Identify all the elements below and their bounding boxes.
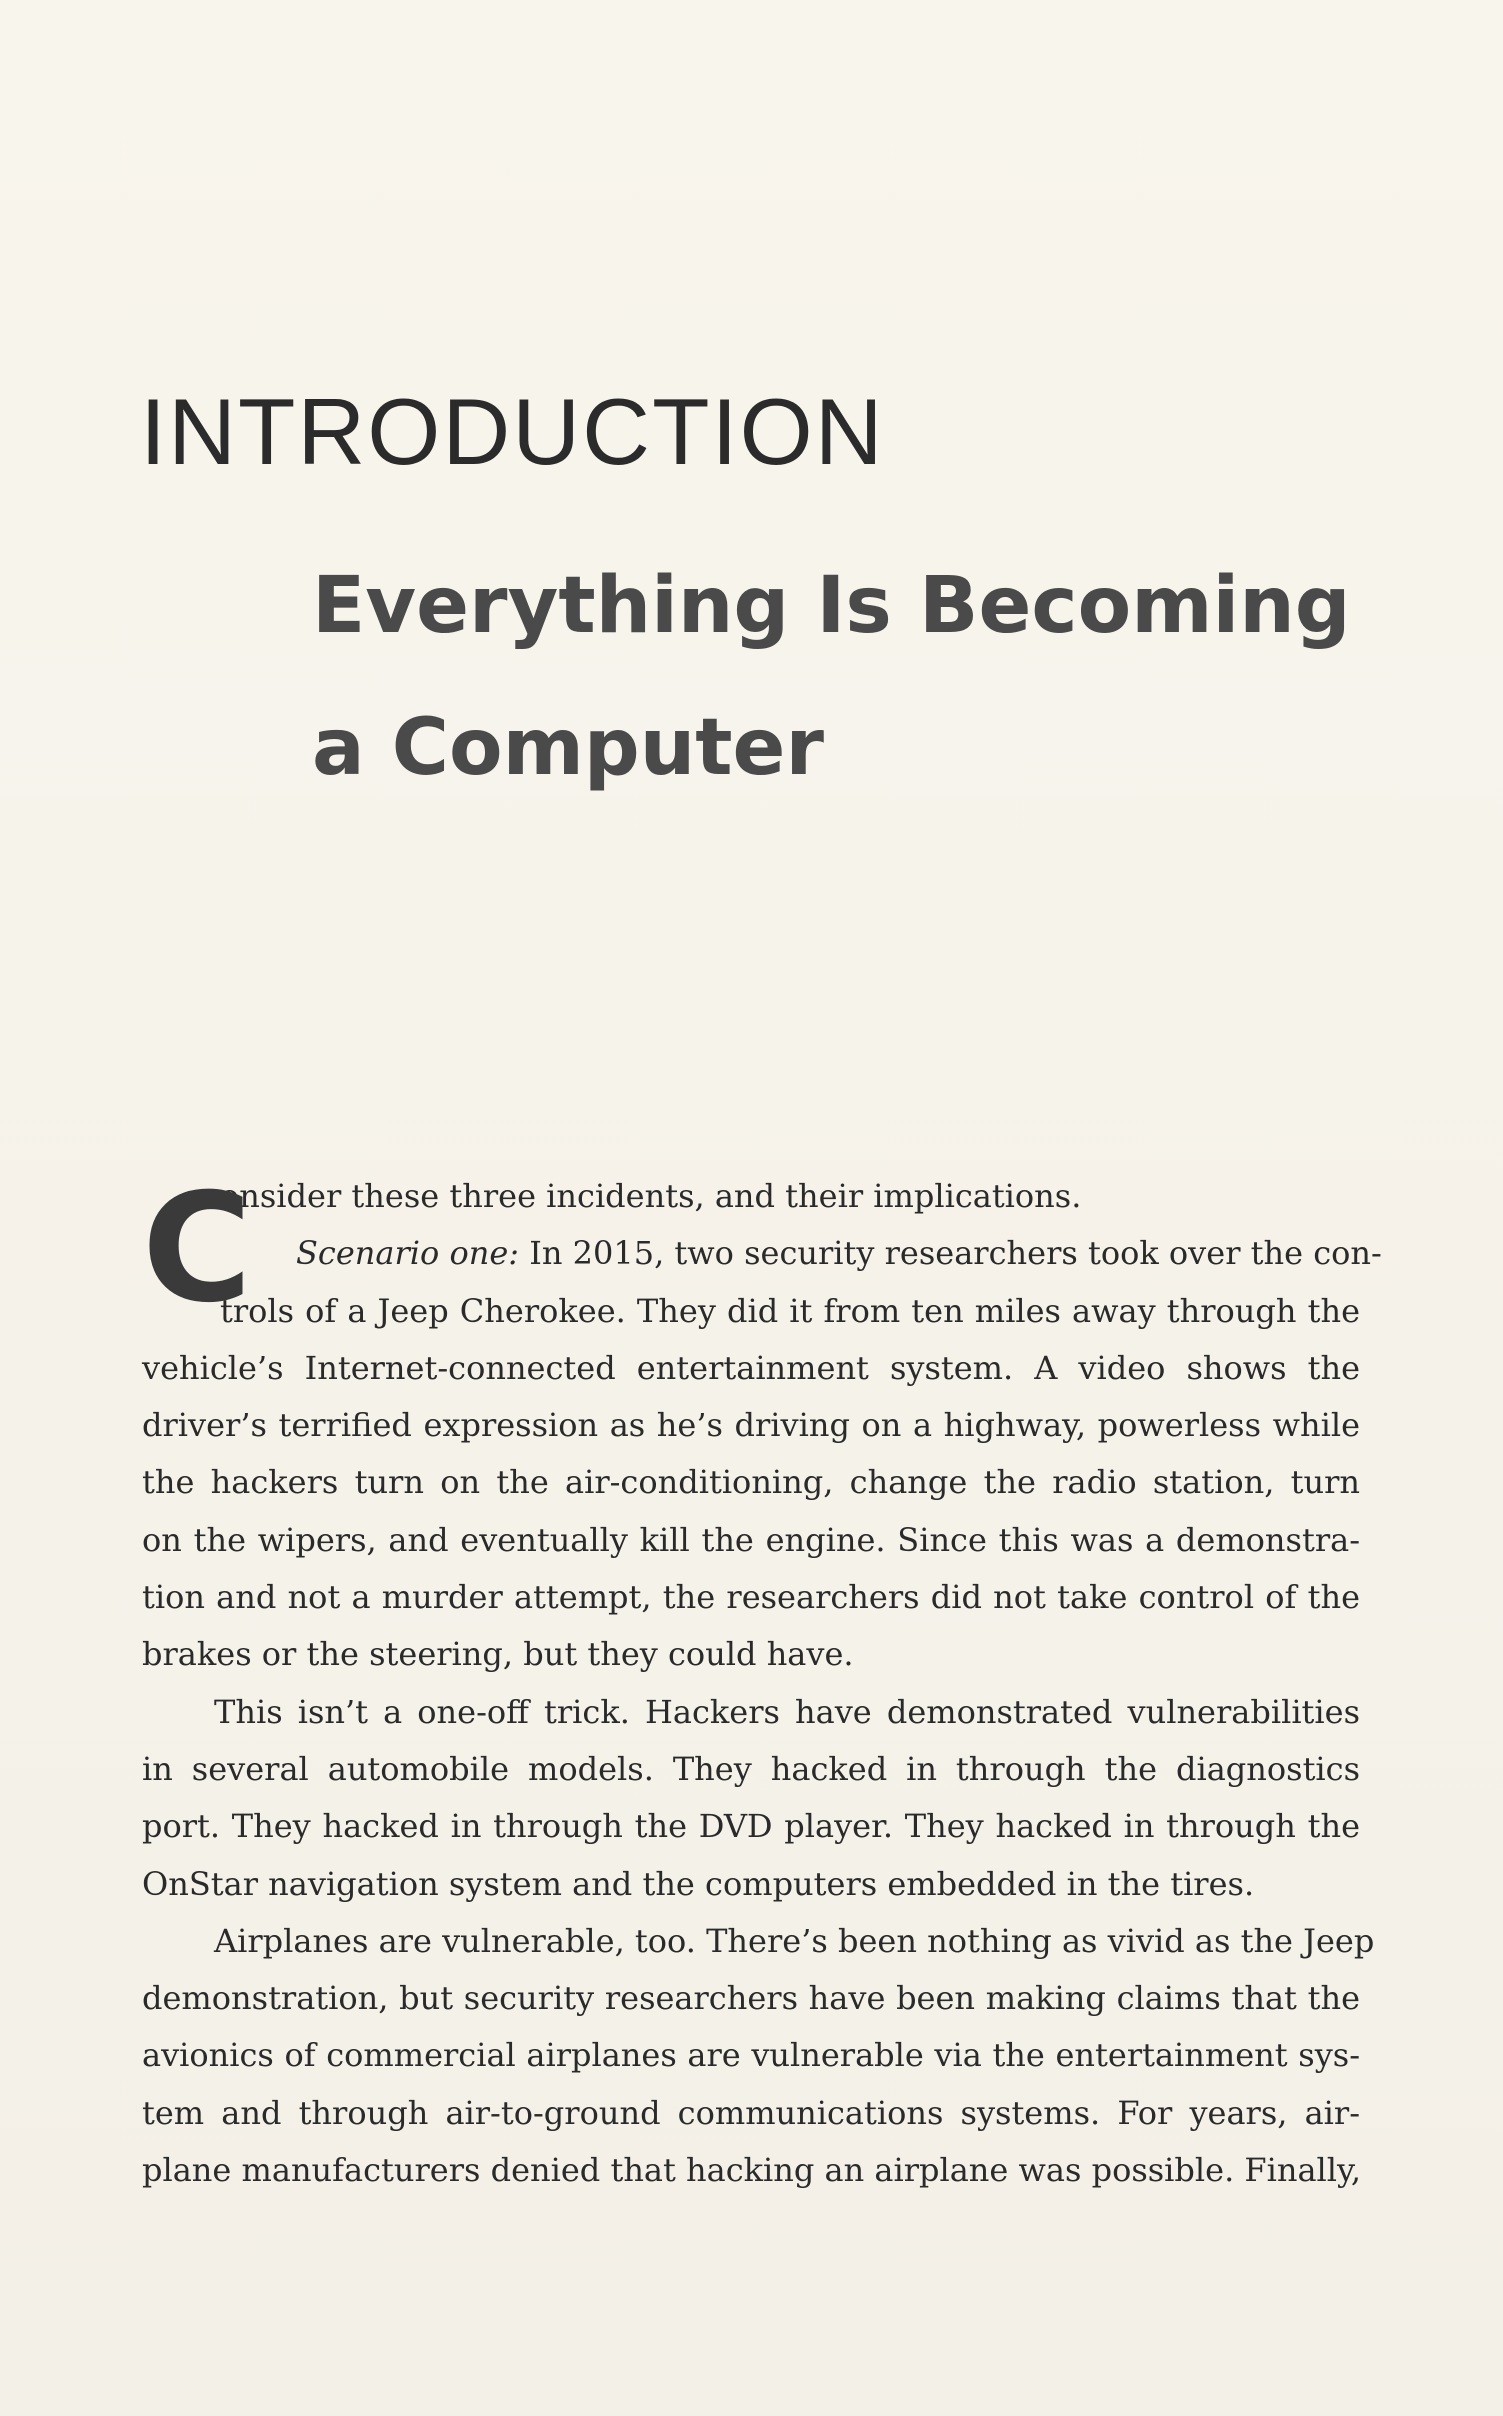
paragraph-1 [142, 1162, 1382, 1684]
body-text [142, 1162, 1382, 2199]
text-line: plane manufacturers denied that hacking an airplane was possible. Finally, [142, 2151, 1361, 2190]
text-span: In 2015, two security researchers took over the con- [519, 1234, 1382, 1273]
text-line: port. They hacked in through the DVD player. They hacked in through the [142, 1807, 1360, 1846]
text-line: tem and through air-to-ground communications systems. For years, air- [142, 2093, 1360, 2132]
text-line: driver’s terrified expression as he’s driving on a highway, powerless while [142, 1406, 1360, 1445]
show-through-text [760, 70, 1280, 110]
chapter-title-line-1: Everything Is Becoming [312, 561, 1351, 651]
text-line: demonstration, but security researchers have been making claims that the [142, 1979, 1360, 2018]
text-line: brakes or the steering, but they could have. [142, 1635, 854, 1674]
text-line: This isn’t a one-off trick. Hackers have demonstrated vulnerabilities [214, 1692, 1360, 1731]
scenario-label: Scenario one: [296, 1234, 520, 1273]
chapter-title-line-2: a Computer [312, 703, 824, 793]
text-line: vehicle’s Internet-connected entertainment system. A video shows the [142, 1348, 1360, 1387]
chapter-label: INTRODUCTION [140, 379, 885, 484]
text-line: avionics of commercial airplanes are vulnerable via the entertainment sys- [142, 2036, 1360, 2075]
text-line: on the wipers, and eventually kill the engine. Since this was a demonstra- [142, 1520, 1360, 1559]
text-line: tion and not a murder attempt, the researchers did not take control of the [142, 1578, 1360, 1617]
paragraph-3 [142, 1913, 1375, 2199]
text-line: onsider these three incidents, and their implications. [220, 1177, 1082, 1215]
paragraph-2 [142, 1684, 1360, 1913]
text-line: trols of a Jeep Cherokee. They did it from ten miles away through the [220, 1291, 1360, 1330]
text-line: the hackers turn on the air-conditioning, change the radio station, turn [142, 1463, 1360, 1502]
text-line: in several automobile models. They hacked in through the diagnostics [142, 1749, 1360, 1788]
text-line: Airplanes are vulnerable, too. There’s been nothing as vivid as the Jeep [214, 1921, 1375, 1960]
text-line [142, 1225, 1382, 1282]
chapter-title [312, 535, 1351, 819]
text-line: OnStar navigation system and the computers embedded in the tires. [142, 1864, 1255, 1903]
drop-cap: C [142, 1162, 253, 1336]
